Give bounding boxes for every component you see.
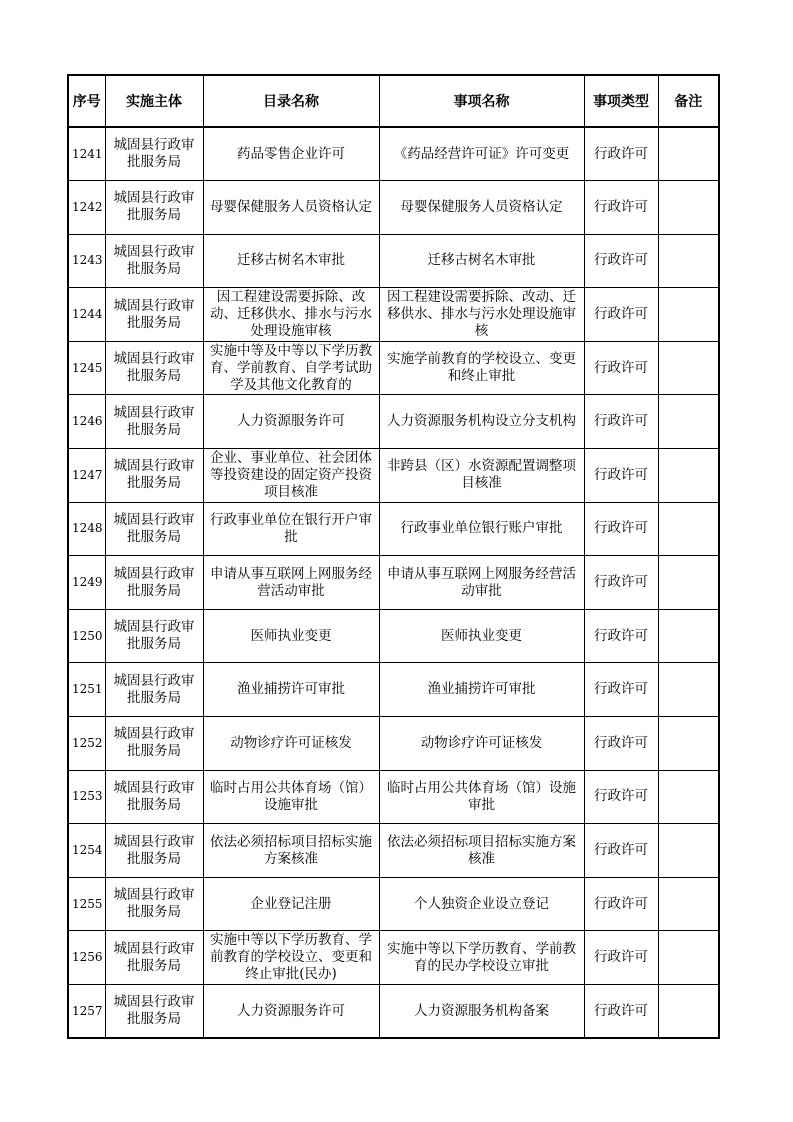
items-table [67,74,720,1039]
cell-item: 非跨县（区）水资源配置调整项目核准 [379,449,584,503]
cell-seq: 1251 [68,663,105,717]
table-row [68,824,719,878]
header-catalog: 目录名称 [203,75,379,127]
cell-seq: 1245 [68,341,105,395]
cell-item: 渔业捕捞许可审批 [379,663,584,717]
catalog-text: 临时占用公共体育场（馆）设施审批 [210,779,372,813]
cell-note [658,663,719,717]
table-row [68,770,719,824]
cell-dept: 城固县行政审批服务局 [105,931,203,985]
cell-note [658,395,719,449]
cell-item: 母婴保健服务人员资格认定 [379,181,584,235]
catalog-text: 动物诊疗许可证核发 [230,734,352,751]
header-row [68,75,719,127]
table-body [68,127,719,1038]
cell-dept: 城固县行政审批服务局 [105,985,203,1039]
cell-catalog [203,985,379,1039]
cell-catalog [203,181,379,235]
cell-note [658,234,719,288]
cell-seq: 1249 [68,556,105,610]
catalog-text: 企业登记注册 [250,895,332,912]
cell-dept: 城固县行政审批服务局 [105,449,203,503]
catalog-text: 依法必须招标项目招标实施方案核准 [210,833,372,867]
cell-type: 行政许可 [584,609,658,663]
cell-type: 行政许可 [584,717,658,771]
table-row [68,288,719,342]
cell-seq: 1246 [68,395,105,449]
catalog-text: 人力资源服务许可 [237,1002,345,1019]
cell-seq: 1257 [68,985,105,1039]
cell-catalog [203,931,379,985]
table-row [68,341,719,395]
cell-dept: 城固县行政审批服务局 [105,127,203,181]
cell-catalog [203,770,379,824]
cell-dept: 城固县行政审批服务局 [105,181,203,235]
cell-dept: 城固县行政审批服务局 [105,770,203,824]
cell-catalog [203,877,379,931]
cell-type: 行政许可 [584,663,658,717]
table-row [68,449,719,503]
table-row [68,395,719,449]
cell-note [658,127,719,181]
cell-seq: 1250 [68,609,105,663]
cell-type: 行政许可 [584,127,658,181]
cell-type: 行政许可 [584,449,658,503]
cell-item: 动物诊疗许可证核发 [379,717,584,771]
cell-catalog [203,663,379,717]
cell-type: 行政许可 [584,341,658,395]
cell-catalog [203,556,379,610]
table-row [68,234,719,288]
cell-dept: 城固县行政审批服务局 [105,502,203,556]
cell-seq: 1244 [68,288,105,342]
cell-item: 人力资源服务机构设立分支机构 [379,395,584,449]
cell-note [658,341,719,395]
table-row [68,181,719,235]
cell-note [658,877,719,931]
catalog-text: 企业、事业单位、社会团体等投资建设的固定资产投资项目核准 [210,449,372,500]
cell-dept: 城固县行政审批服务局 [105,288,203,342]
cell-item: 临时占用公共体育场（馆）设施审批 [379,770,584,824]
catalog-text: 药品零售企业许可 [237,145,345,162]
cell-note [658,449,719,503]
cell-dept: 城固县行政审批服务局 [105,395,203,449]
cell-seq: 1242 [68,181,105,235]
cell-catalog [203,609,379,663]
cell-seq: 1248 [68,502,105,556]
cell-type: 行政许可 [584,181,658,235]
cell-dept: 城固县行政审批服务局 [105,877,203,931]
catalog-text: 迁移古树名木审批 [237,252,345,269]
header-item: 事项名称 [379,75,584,127]
cell-type: 行政许可 [584,931,658,985]
cell-catalog [203,449,379,503]
table-row [68,931,719,985]
cell-type: 行政许可 [584,395,658,449]
catalog-text: 因工程建设需要拆除、改动、迁移供水、排水与污水处理设施审核 [210,289,372,340]
cell-seq: 1256 [68,931,105,985]
cell-dept: 城固县行政审批服务局 [105,824,203,878]
catalog-text: 人力资源服务许可 [237,413,345,430]
cell-item: 实施中等以下学历教育、学前教育的民办学校设立审批 [379,931,584,985]
table-row [68,877,719,931]
cell-dept: 城固县行政审批服务局 [105,609,203,663]
cell-item: 迁移古树名木审批 [379,234,584,288]
cell-catalog [203,341,379,395]
cell-note [658,717,719,771]
cell-note [658,770,719,824]
cell-type: 行政许可 [584,877,658,931]
catalog-text: 申请从事互联网上网服务经营活动审批 [210,565,372,599]
cell-note [658,931,719,985]
cell-catalog [203,234,379,288]
table-row [68,127,719,181]
cell-seq: 1254 [68,824,105,878]
cell-dept: 城固县行政审批服务局 [105,663,203,717]
cell-dept: 城固县行政审批服务局 [105,556,203,610]
table-header [68,75,719,127]
cell-note [658,609,719,663]
catalog-text: 母婴保健服务人员资格认定 [210,198,372,215]
cell-type: 行政许可 [584,556,658,610]
cell-catalog [203,395,379,449]
cell-catalog [203,824,379,878]
cell-note [658,556,719,610]
cell-item: 人力资源服务机构备案 [379,985,584,1039]
cell-item: 《药品经营许可证》许可变更 [379,127,584,181]
cell-catalog [203,502,379,556]
cell-note [658,502,719,556]
table-row [68,717,719,771]
cell-seq: 1247 [68,449,105,503]
cell-note [658,985,719,1039]
cell-type: 行政许可 [584,234,658,288]
catalog-text: 渔业捕捞许可审批 [237,681,345,698]
catalog-text: 医师执业变更 [250,627,332,644]
table-row [68,609,719,663]
cell-seq: 1243 [68,234,105,288]
cell-item: 行政事业单位银行账户审批 [379,502,584,556]
cell-seq: 1255 [68,877,105,931]
cell-type: 行政许可 [584,502,658,556]
header-dept: 实施主体 [105,75,203,127]
cell-type: 行政许可 [584,288,658,342]
cell-item: 申请从事互联网上网服务经营活动审批 [379,556,584,610]
table-row [68,556,719,610]
cell-type: 行政许可 [584,770,658,824]
cell-dept: 城固县行政审批服务局 [105,341,203,395]
catalog-text: 实施中等及中等以下学历教育、学前教育、自学考试助学及其他文化教育的 [210,342,372,393]
cell-note [658,824,719,878]
cell-seq: 1241 [68,127,105,181]
cell-note [658,181,719,235]
cell-item: 医师执业变更 [379,609,584,663]
cell-seq: 1253 [68,770,105,824]
cell-dept: 城固县行政审批服务局 [105,234,203,288]
cell-item: 因工程建设需要拆除、改动、迁移供水、排水与污水处理设施审核 [379,288,584,342]
table-row [68,663,719,717]
header-seq: 序号 [68,75,105,127]
cell-item: 依法必须招标项目招标实施方案核准 [379,824,584,878]
header-note: 备注 [658,75,719,127]
table-row [68,502,719,556]
cell-note [658,288,719,342]
cell-catalog [203,717,379,771]
cell-catalog [203,127,379,181]
cell-catalog [203,288,379,342]
cell-item: 个人独资企业设立登记 [379,877,584,931]
catalog-text: 行政事业单位在银行开户审批 [210,511,372,545]
table-row [68,985,719,1039]
cell-item: 实施学前教育的学校设立、变更和终止审批 [379,341,584,395]
cell-seq: 1252 [68,717,105,771]
cell-type: 行政许可 [584,824,658,878]
cell-type: 行政许可 [584,985,658,1039]
header-type: 事项类型 [584,75,658,127]
cell-dept: 城固县行政审批服务局 [105,717,203,771]
catalog-text: 实施中等以下学历教育、学前教育的学校设立、变更和终止审批(民办) [210,932,372,983]
